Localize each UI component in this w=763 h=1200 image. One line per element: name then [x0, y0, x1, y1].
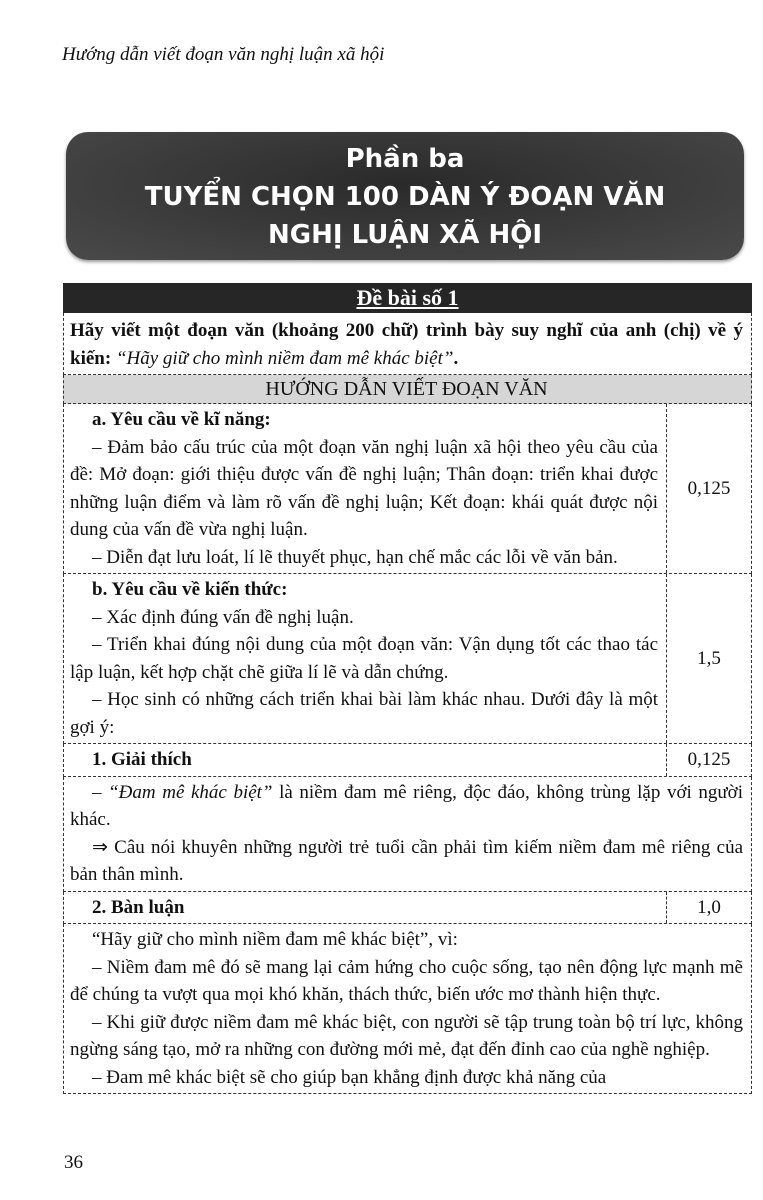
exercise-heading: Đề bài số 1: [356, 285, 459, 310]
prompt-text: [64, 313, 751, 374]
exercise-table: [63, 283, 752, 1094]
score-cell: 0,125: [666, 404, 751, 573]
part-title-line2: TUYỂN CHỌN 100 DÀN Ý ĐOẠN VĂN: [144, 182, 666, 212]
section-line: ⇒ Câu nói khuyên những người trẻ tuổi cần phải tìm kiếm niềm đam mê riêng của bản thân mình.: [70, 836, 743, 885]
part-title-box: [66, 132, 744, 260]
section-row-discuss: [63, 892, 752, 925]
section-line: – Đảm bảo cấu trúc của một đoạn văn nghị luận xã hội theo yêu cầu của đề: Mở đoạn: giới thiệu được vấn đề nghị luận; Thân đoạn: triển khai được những luận điểm và làm rõ vấn đề nghị luận; Kết đoạn: khái quát được nội dung của vấn đề vừa nghị luận.: [70, 436, 658, 540]
section-line: – Xác định đúng vấn đề nghị luận.: [92, 606, 354, 628]
section-line: – Đam mê khác biệt sẽ cho giúp bạn khẳng định được khả năng của: [92, 1066, 607, 1088]
discuss-content-row: [63, 924, 752, 1094]
exercise-heading-bar: [63, 283, 752, 313]
running-header: Hướng dẫn viết đoạn văn nghị luận xã hội: [62, 44, 385, 65]
guide-header: HƯỚNG DẪN VIẾT ĐOẠN VĂN: [265, 378, 548, 400]
part-title-line3: NGHỊ LUẬN XÃ HỘI: [267, 220, 543, 250]
part-title-line1: Phần ba: [345, 144, 465, 174]
section-row-b: [63, 574, 752, 744]
score-cell: 1,0: [666, 892, 751, 924]
page-number: 36: [64, 1152, 83, 1173]
section-line: – Khi giữ được niềm đam mê khác biệt, con người sẽ tập trung toàn bộ trí lực, không ngừng sáng tạo, mở ra những con đường mới mẻ, đạt đến đỉnh cao của nghề nghiệp.: [70, 1011, 743, 1060]
section-title: b. Yêu cầu về kiến thức:: [92, 579, 288, 600]
section-title: 2. Bàn luận: [92, 896, 185, 918]
explain-content-row: [63, 777, 752, 892]
section-title: a. Yêu cầu về kĩ năng:: [92, 409, 271, 430]
section-line: – Diễn đạt lưu loát, lí lẽ thuyết phục, hạn chế mắc các lỗi về văn bản.: [92, 546, 618, 568]
prompt-row: [63, 313, 752, 375]
section-line: – Triển khai đúng nội dung của một đoạn văn: Vận dụng tốt các thao tác lập luận, kết hợp chặt chẽ giữa lí lẽ và dẫn chứng.: [70, 634, 658, 683]
guide-header-row: [63, 375, 752, 404]
section-line: – Học sinh có những cách triển khai bài làm khác nhau. Dưới đây là một gợi ý:: [70, 689, 658, 738]
prompt-quote: “Hãy giữ cho mình niềm đam mê khác biệt”: [115, 347, 454, 369]
section-row-a: [63, 404, 752, 574]
section-row-explain: [63, 744, 752, 777]
prompt: Hãy viết một đoạn văn (khoảng 200 chữ) trình bày suy nghĩ của anh (chị) về ý kiến:: [70, 320, 743, 369]
prompt-end: .: [453, 347, 459, 369]
score-cell: 0,125: [666, 744, 751, 776]
section-line: – “Đam mê khác biệt” là niềm đam mê riêng, độc đáo, không trùng lặp với người khác.: [70, 781, 743, 830]
score-cell: 1,5: [666, 574, 751, 743]
section-title: 1. Giải thích: [92, 749, 192, 770]
section-line: “Hãy giữ cho mình niềm đam mê khác biệt”, vì:: [92, 929, 458, 950]
section-line: – Niềm đam mê đó sẽ mang lại cảm hứng cho cuộc sống, tạo nên động lực mạnh mẽ để chúng ta vượt qua mọi khó khăn, thách thức, biến ước mơ thành hiện thực.: [70, 956, 743, 1005]
